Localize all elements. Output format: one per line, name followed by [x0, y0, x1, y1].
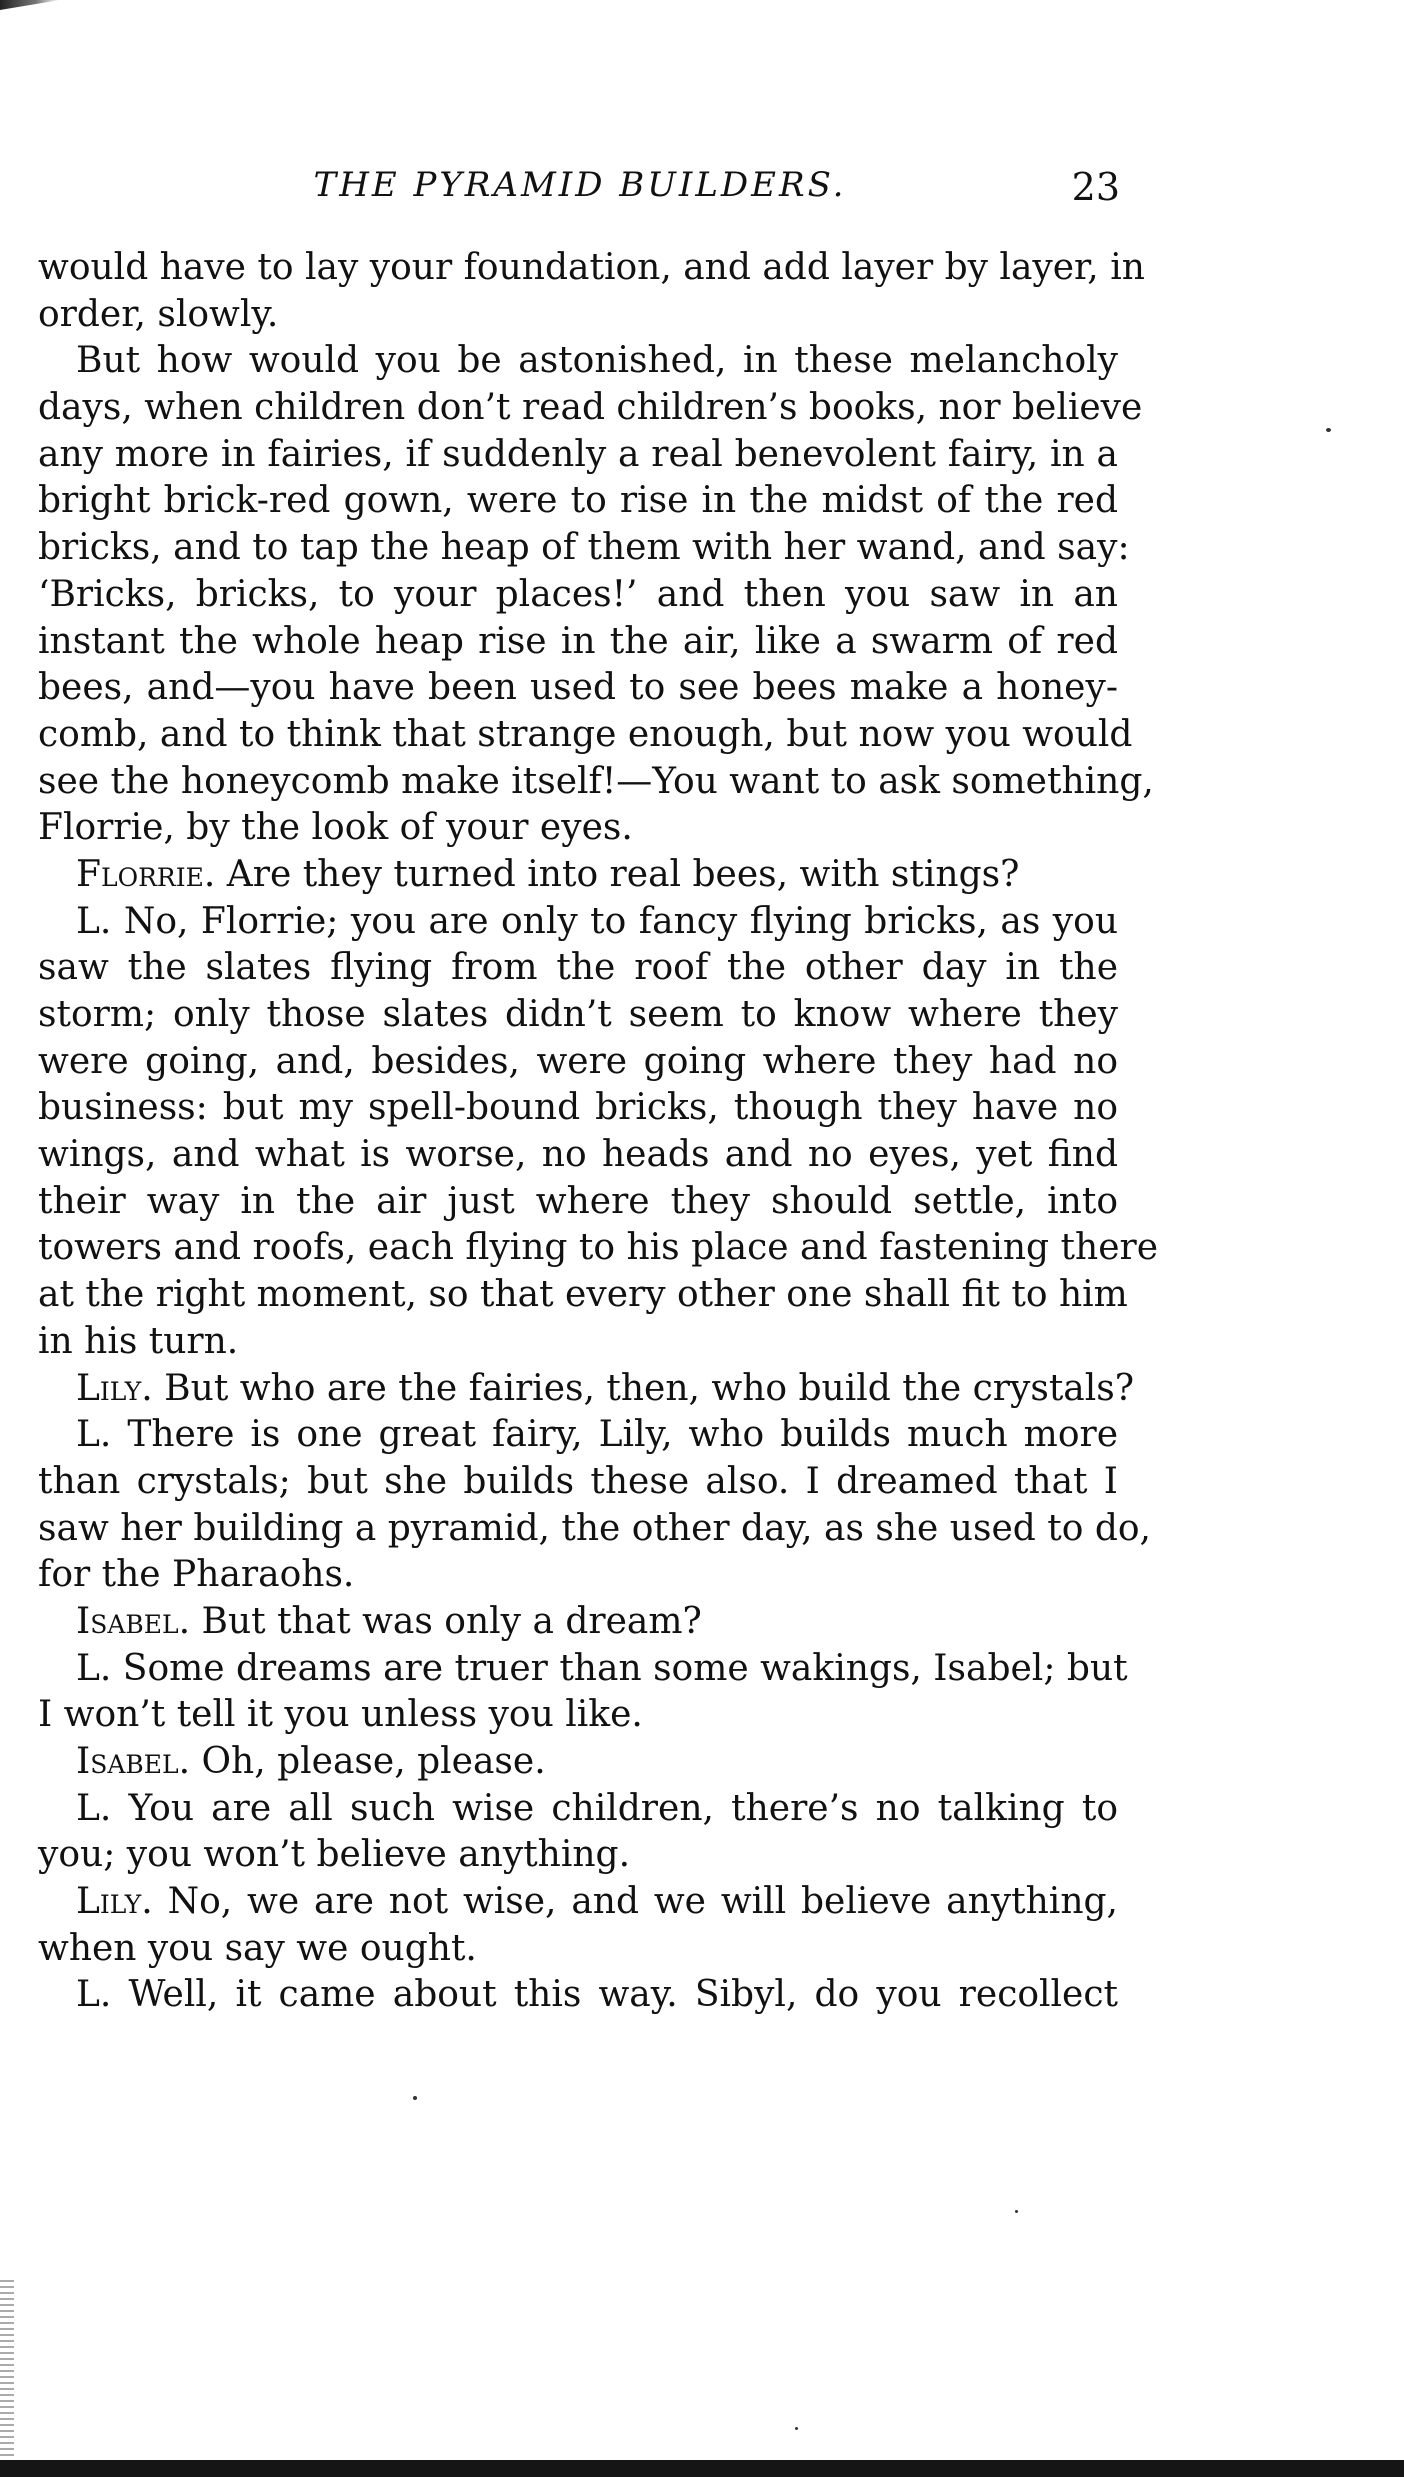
text-line: [38, 1039, 1118, 1086]
text-line: [38, 712, 1133, 759]
speaker-name: Isabel.: [76, 1600, 191, 1642]
page-edge-texture: [0, 2280, 14, 2460]
line-text: bees, and—you have been used to see bees make a honey-: [38, 667, 1118, 709]
line-text: were going, and, besides, were going where they had no: [38, 1040, 1118, 1082]
text-line: [38, 1506, 1151, 1553]
text-line: [38, 1085, 1118, 1132]
text-line: [38, 619, 1118, 666]
print-speck: [413, 2096, 417, 2100]
line-text: But how would you be astonished, in these melancholy: [76, 340, 1118, 382]
text-line: [38, 759, 1154, 806]
line-text: L. Some dreams are truer than some wakings, Isabel; but: [76, 1647, 1128, 1689]
text-line: [38, 1832, 1118, 1879]
line-text: Are they turned into real bees, with stings?: [215, 853, 1020, 895]
speaker-name: Isabel.: [76, 1741, 191, 1782]
page-edge-shadow: [0, 0, 60, 10]
line-text: days, when children don’t read children’s books, nor believe: [38, 387, 1143, 429]
text-line: [38, 852, 1118, 899]
line-text: order, slowly.: [38, 293, 279, 335]
text-line: [38, 478, 1118, 525]
text-line: [38, 1225, 1159, 1272]
text-line: [38, 1739, 1118, 1786]
line-text: saw the slates flying from the roof the other day in the: [38, 947, 1118, 989]
text-line: [38, 1692, 1118, 1739]
text-line: [38, 385, 1143, 432]
text-line: [38, 1366, 1135, 1413]
line-text: business: but my spell-bound bricks, though they have no: [38, 1087, 1118, 1129]
line-text: No, we are not wise, and we will believe anything,: [152, 1881, 1118, 1923]
line-text: comb, and to think that strange enough, but now you would: [38, 713, 1133, 755]
line-text: bright brick-red gown, were to rise in the midst of the red: [38, 480, 1118, 522]
line-text: But that was only a dream?: [190, 1600, 702, 1642]
line-text: I won’t tell it you unless you like.: [38, 1694, 643, 1736]
line-text: would have to lay your foundation, and add layer by layer, in: [38, 247, 1145, 288]
text-line: [38, 338, 1118, 385]
text-line: [38, 1412, 1118, 1459]
line-text: see the honeycomb make itself!—You want to ask something,: [38, 760, 1154, 802]
line-text: instant the whole heap rise in the air, like a swarm of red: [38, 620, 1118, 662]
page-number: 23: [1071, 165, 1120, 209]
line-text: Oh, please, please.: [190, 1741, 546, 1782]
line-text: Florrie, by the look of your eyes.: [38, 807, 633, 849]
line-text: bricks, and to tap the heap of them with her wand, and say:: [38, 527, 1130, 569]
text-line: [38, 292, 1118, 339]
body-text: [38, 245, 1159, 2019]
print-speck: [1326, 428, 1331, 432]
speaker-name: Florrie.: [76, 853, 216, 895]
line-text: at the right moment, so that every other one shall fit to him: [38, 1274, 1128, 1316]
text-line: [38, 1319, 1118, 1366]
line-text: But who are the fairies, then, who build the crystals?: [152, 1367, 1135, 1409]
text-line: [38, 432, 1118, 479]
text-line: [38, 572, 1118, 619]
line-text: L. You are all such wise children, there’s no talking to: [76, 1787, 1118, 1829]
text-line: [38, 992, 1118, 1039]
text-line: [38, 1179, 1118, 1226]
text-line: [38, 1972, 1118, 2019]
text-line: [38, 1879, 1118, 1926]
line-text: storm; only those slates didn’t seem to know where they: [38, 994, 1118, 1035]
line-text: you; you won’t believe anything.: [38, 1834, 631, 1876]
text-line: [38, 1926, 1118, 1973]
line-text: in his turn.: [38, 1320, 239, 1362]
text-line: [38, 245, 1145, 292]
line-text: wings, and what is worse, no heads and no eyes, yet find: [38, 1134, 1118, 1176]
running-title: THE PYRAMID BUILDERS.: [313, 165, 847, 205]
text-line: [38, 805, 1118, 852]
text-line: [38, 1132, 1118, 1179]
speaker-name: Lily.: [76, 1881, 153, 1923]
text-line: [38, 1646, 1128, 1693]
line-text: towers and roofs, each flying to his place and fastening there: [38, 1227, 1159, 1269]
line-text: L. Well, it came about this way. Sibyl, do you recollect: [76, 1974, 1118, 2016]
text-line: [38, 1786, 1118, 1833]
text-line: [38, 1272, 1128, 1319]
speaker-name: Lily.: [76, 1367, 153, 1409]
line-text: L. No, Florrie; you are only to fancy flying bricks, as you: [76, 900, 1118, 942]
print-speck: [795, 2427, 798, 2430]
text-line: [38, 1599, 1118, 1646]
text-line: [38, 525, 1130, 572]
line-text: when you say we ought.: [38, 1927, 477, 1969]
line-text: saw her building a pyramid, the other day, as she used to do,: [38, 1507, 1151, 1549]
line-text: for the Pharaohs.: [38, 1554, 355, 1596]
line-text: any more in fairies, if suddenly a real benevolent fairy, in a: [38, 433, 1118, 475]
page-header: [40, 165, 1120, 215]
text-line: [38, 945, 1118, 992]
line-text: their way in the air just where they should settle, into: [38, 1180, 1118, 1222]
text-line: [38, 899, 1118, 946]
text-line: [38, 665, 1118, 712]
text-line: [38, 1459, 1118, 1506]
page-bottom-edge: [0, 2460, 1404, 2477]
line-text: L. There is one great fairy, Lily, who builds much more: [76, 1414, 1118, 1456]
print-speck: [1015, 2210, 1018, 2213]
line-text: ‘Bricks, bricks, to your places!’ and then you saw in an: [38, 573, 1118, 615]
line-text: than crystals; but she builds these also. I dreamed that I: [38, 1460, 1118, 1502]
text-line: [38, 1552, 1118, 1599]
